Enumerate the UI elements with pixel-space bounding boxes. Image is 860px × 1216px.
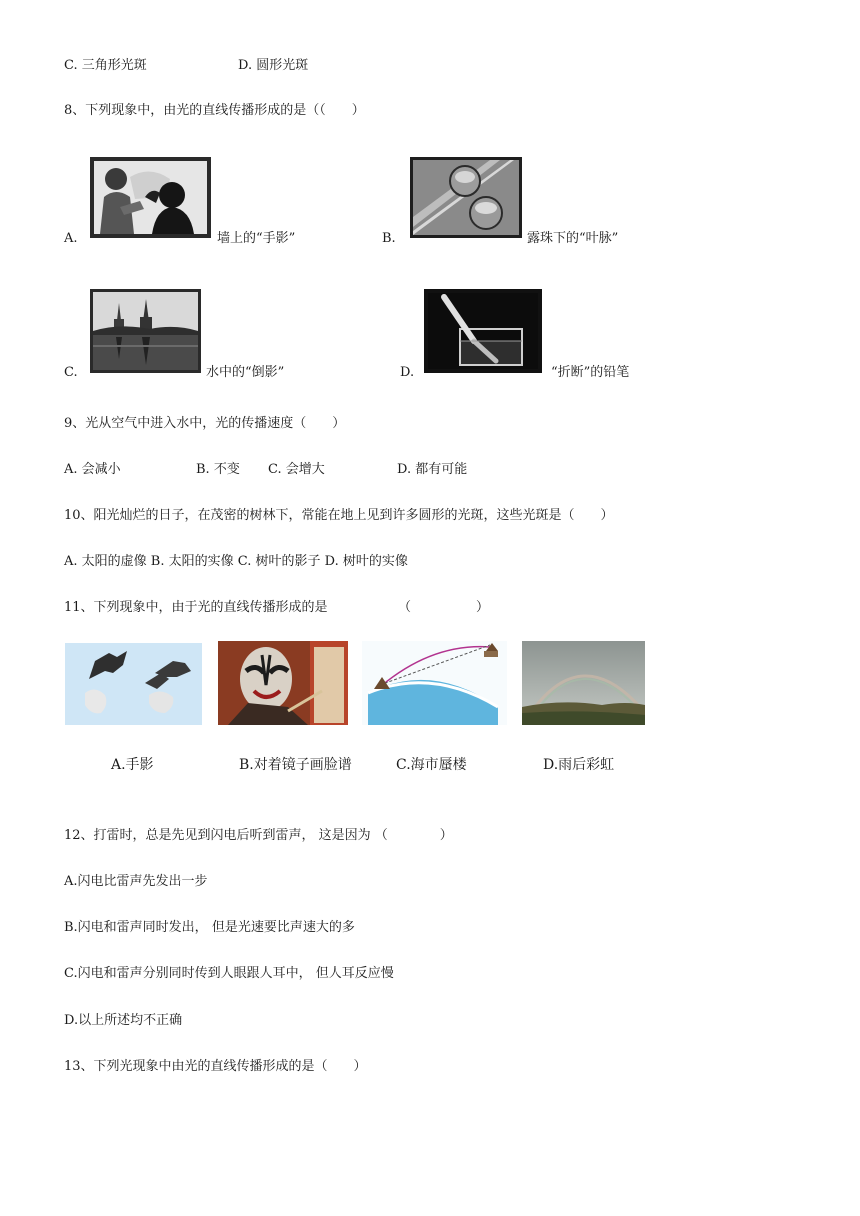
q11-caption-a: A.手影	[111, 757, 154, 773]
q8-option-c-text: 水中的“倒影”	[206, 365, 285, 380]
q12-stem: 12、打雷时，总是先见到闪电后听到雷声， 这是因为 （ ）	[64, 828, 453, 843]
q9-option-a: A. 会减小	[64, 462, 121, 477]
q8-option-d-label: D.	[400, 365, 415, 380]
hand-shadow-image	[65, 643, 202, 725]
q8-stem: 8、下列现象中，由光的直线传播形成的是（（ ）	[64, 103, 365, 118]
q8-option-c-label: C.	[64, 365, 78, 380]
q10-options: A. 太阳的虚像 B. 太阳的实像 C. 树叶的影子 D. 树叶的实像	[64, 554, 408, 569]
q11-answer-paren: （ ）	[398, 600, 490, 615]
q13-stem: 13、下列光现象中由光的直线传播形成的是（ ）	[64, 1059, 367, 1074]
q7-option-d: D. 圆形光斑	[238, 58, 309, 73]
q8-option-a-label: A.	[64, 231, 78, 246]
q12-option-c: C.闪电和雷声分别同时传到人眼跟人耳中， 但人耳反应慢	[64, 966, 394, 981]
q7-option-c: C. 三角形光斑	[64, 58, 147, 73]
q8-option-d-text: “折断”的铅笔	[551, 365, 630, 380]
rainbow-image	[522, 641, 645, 725]
q10-stem: 10、阳光灿烂的日子，在茂密的树林下，常能在地上见到许多圆形的光斑，这些光斑是（ ）	[64, 508, 614, 523]
q8-option-a-text: 墙上的“手影”	[217, 231, 296, 246]
q11-caption-d: D.雨后彩虹	[543, 757, 615, 773]
q11-caption-c: C.海市蜃楼	[396, 757, 467, 773]
q12-option-b: B.闪电和雷声同时发出， 但是光速要比声速大的多	[64, 920, 355, 935]
q9-option-c: C. 会增大	[268, 462, 325, 477]
q8-option-b-text: 露珠下的“叶脉”	[527, 231, 619, 246]
q9-stem: 9、光从空气中进入水中，光的传播速度（ ）	[64, 416, 346, 431]
hand-shadow-photo	[90, 157, 211, 238]
mirage-diagram-image	[362, 641, 507, 725]
q9-option-b: B. 不变	[196, 462, 240, 477]
water-reflection-photo	[90, 289, 201, 373]
face-painting-image	[218, 641, 348, 725]
q11-stem: 11、下列现象中，由于光的直线传播形成的是	[64, 600, 328, 615]
q12-option-d: D.以上所述均不正确	[64, 1013, 183, 1028]
q8-option-b-label: B.	[382, 231, 396, 246]
q12-option-a: A.闪电比雷声先发出一步	[64, 874, 208, 889]
dewdrop-leaf-photo	[410, 157, 522, 238]
q11-caption-b: B.对着镜子画脸谱	[239, 757, 352, 773]
bent-pencil-photo	[424, 289, 542, 373]
q9-option-d: D. 都有可能	[397, 462, 468, 477]
